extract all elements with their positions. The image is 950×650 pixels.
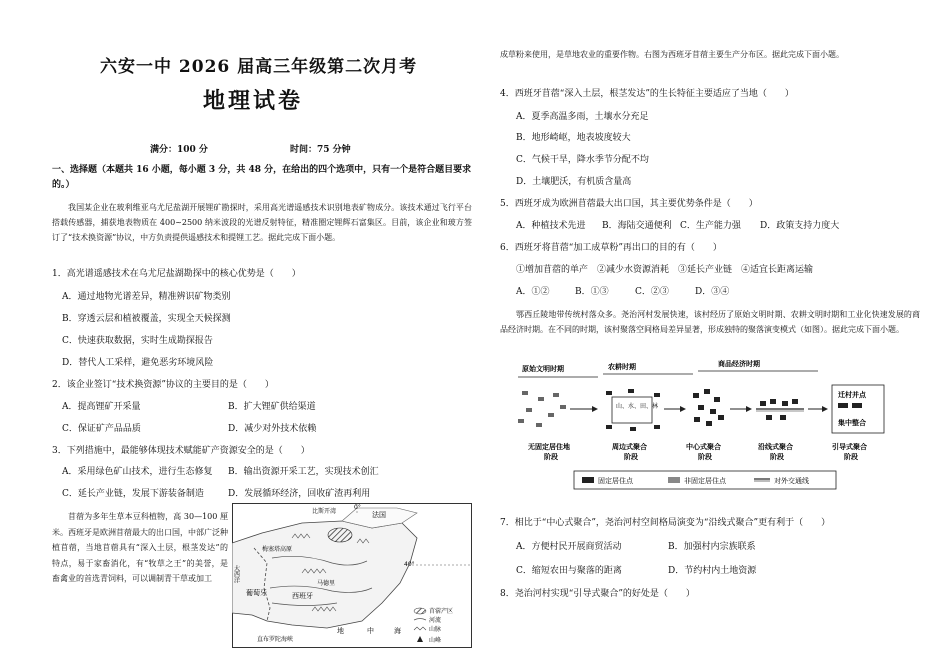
q1-stem: 1．高光谱遥感技术在乌尤尼盐湖勘探中的核心优势是（ ） bbox=[52, 269, 301, 279]
map-label-lat: 40° bbox=[404, 561, 415, 568]
q4-stem: 4．西班牙苜蓿“深入土层，根茎发达”的生长特征主要适应了当地（ ） bbox=[500, 89, 794, 99]
legend-mountain: 山脉 bbox=[429, 626, 442, 633]
q7-option-d: D．节约村内土地资源 bbox=[668, 566, 757, 576]
q3-option-c: C．延长产业链，发展下游装备制造 bbox=[62, 489, 204, 499]
q7-option-a: A．方便村民开展商贸活动 bbox=[516, 542, 622, 552]
q3-option-a: A．采用绿色矿山技术，进行生态修复 bbox=[62, 467, 213, 477]
q2-option-a: A．提高锂矿开采量 bbox=[62, 402, 141, 412]
final-box-line-1: 迁村并点 bbox=[838, 391, 866, 399]
q7-option-c: C．缩短农田与聚落的距离 bbox=[516, 566, 622, 576]
center-text: 山、水、田、林 bbox=[616, 403, 659, 410]
stage-3-icon bbox=[693, 389, 724, 426]
map-label-bay: 比斯开湾 bbox=[312, 508, 337, 515]
q1-option-b: B．穿透云层和植被覆盖，实现全天候探测 bbox=[62, 314, 231, 324]
map-label-plateau: 梅塞塔高原 bbox=[262, 546, 293, 553]
stage-1-suffix: 阶段 bbox=[544, 453, 558, 461]
q5-option-a: A．种植技术先进 bbox=[516, 221, 586, 231]
settlement-evolution-diagram bbox=[508, 353, 908, 495]
passage-3: 鄂西丘陵地带传统村落众多。尧治河村发展快速，该村经历了原始文明时期、农耕文明时期和工业化快速发展的商品经济时期。在不同的时期，该村聚落空间格局差异显著，形成独特的聚落演变模式（如图）。据此完成下面小题。 bbox=[500, 310, 920, 334]
spain-alfalfa-map bbox=[232, 503, 472, 648]
period-commodity: 商品经济时期 bbox=[718, 360, 760, 368]
stage-1-label: 无固定居住地 bbox=[528, 443, 570, 451]
q6-items: ①增加苜蓿的单产 ②减少水资源消耗 ③延长产业链 ④适宜长距离运输 bbox=[516, 265, 814, 275]
stage-5-suffix: 阶段 bbox=[844, 453, 858, 461]
q2-option-b: B．扩大锂矿供给渠道 bbox=[228, 402, 316, 412]
map-label-portugal: 葡萄牙 bbox=[246, 589, 267, 597]
alfalfa-region bbox=[328, 528, 352, 542]
legend-nonfixed: 非固定居住点 bbox=[684, 477, 726, 485]
q6-option-d: D．③④ bbox=[695, 287, 730, 297]
q2-stem: 2．该企业签订“技术换资源”协议的主要目的是（ ） bbox=[52, 380, 274, 390]
stage-3-label: 中心式聚合 bbox=[686, 443, 721, 451]
exam-title: 六安一中 2026 届高三年级第二次月考 bbox=[100, 57, 418, 77]
stage-2-label: 周边式聚合 bbox=[612, 443, 647, 451]
q3-option-b: B．输出资源开采工艺，实现技术创汇 bbox=[228, 467, 379, 477]
q6-stem: 6．西班牙将苜蓿“加工成草粉”再出口的目的有（ ） bbox=[500, 243, 722, 253]
stage-4-icon bbox=[756, 399, 804, 420]
q6-option-c: C．②③ bbox=[635, 287, 669, 297]
q1-option-a: A．通过地物光谱差异，精准辨识矿物类别 bbox=[62, 292, 231, 302]
q4-option-b: B．地形崎岖，地表坡度较大 bbox=[516, 133, 631, 143]
map-label-med-3: 海 bbox=[394, 627, 401, 635]
map-label-france: 法国 bbox=[372, 511, 386, 519]
map-label-strait: 直布罗陀海峡 bbox=[257, 636, 294, 643]
q1-option-c: C．快速获取数据，实时生成勘探报告 bbox=[62, 336, 213, 346]
period-primitive: 原始文明时期 bbox=[522, 365, 564, 373]
q4-option-a: A．夏季高温多雨，土壤水分充足 bbox=[516, 112, 649, 122]
q5-option-d: D．政策支持力度大 bbox=[760, 221, 840, 231]
full-score: 满分：100 分 bbox=[150, 145, 208, 155]
stage-3-suffix: 阶段 bbox=[698, 453, 712, 461]
q3-option-d: D．发展循环经济，回收矿渣再利用 bbox=[228, 489, 371, 499]
q8-stem: 8．尧治河村实现“引导式聚合”的好处是（ ） bbox=[500, 589, 695, 599]
map-label-spain: 西班牙 bbox=[292, 592, 313, 600]
stage-5-icon bbox=[832, 385, 884, 433]
legend-road: 对外交通线 bbox=[774, 477, 809, 485]
stage-4-suffix: 阶段 bbox=[770, 453, 784, 461]
map-label-med-1: 地 bbox=[337, 627, 344, 635]
q4-option-d: D．土壤肥沃，有机质含量高 bbox=[516, 177, 632, 187]
q5-option-b: B．海陆交通便利 bbox=[602, 221, 672, 231]
q6-option-a: A．①② bbox=[516, 287, 550, 297]
map-label-med-2: 中 bbox=[367, 627, 374, 635]
stage-4-label: 沿线式聚合 bbox=[758, 443, 793, 451]
legend-river: 河流 bbox=[429, 617, 442, 624]
passage-2: 苜蓿为多年生草本豆科植物，高 30—100 厘米。西班牙是欧洲苜蓿最大的出口国，中部广泛种植苜蓿，当地苜蓿具有“深入土层，根茎发达”的特点，易于家畜消化，有“牧草之王”的美誉，是畜禽业的首选青饲料，可以调制青干草或加工 bbox=[52, 512, 228, 583]
subject-title: 地理试卷 bbox=[203, 88, 304, 114]
passage-2-continued: 成草粉来使用，是草地农业的重要作物。右图为西班牙苜蓿主要生产分布区。据此完成下面小题。 bbox=[500, 50, 844, 59]
map-label-madrid: 马德里 bbox=[317, 580, 336, 587]
q6-option-b: B．①③ bbox=[575, 287, 609, 297]
q1-option-d: D．替代人工采样，避免恶劣环境风险 bbox=[62, 358, 214, 368]
period-farming: 农耕时期 bbox=[608, 363, 636, 371]
section-heading: 一、选择题（本题共 16 小题，每小题 3 分，共 48 分，在给出的四个选项中，只有一个是符合题目要求的。） bbox=[52, 165, 472, 190]
legend-peak: 山峰 bbox=[429, 637, 442, 644]
map-label-atlantic: 大西洋 bbox=[232, 565, 240, 583]
q5-stem: 5．西班牙成为欧洲苜蓿最大出口国，其主要优势条件是（ ） bbox=[500, 199, 758, 209]
stage-5-label: 引导式聚合 bbox=[832, 443, 867, 451]
legend-alfalfa: 苜蓿产区 bbox=[429, 608, 454, 615]
map-label-lon: 0° bbox=[354, 504, 361, 511]
final-box-line-2: 集中整合 bbox=[838, 419, 866, 427]
stage-2-suffix: 阶段 bbox=[624, 453, 638, 461]
stage-1-icon bbox=[518, 391, 566, 427]
stage-2-icon bbox=[606, 389, 660, 431]
time-limit: 时间：75 分钟 bbox=[290, 145, 351, 155]
q2-option-d: D．减少对外技术依赖 bbox=[228, 424, 317, 434]
diagram-legend bbox=[574, 471, 836, 489]
q7-stem: 7．相比于“中心式聚合”，尧治河村空间格局演变为“沿线式聚合”更有利于（ ） bbox=[500, 518, 831, 528]
q3-stem: 3．下列措施中，最能够体现技术赋能矿产资源安全的是（ ） bbox=[52, 446, 310, 456]
q4-option-c: C．气候干旱，降水季节分配不均 bbox=[516, 155, 649, 165]
q2-option-c: C．保证矿产品品质 bbox=[62, 424, 141, 434]
q7-option-b: B．加强村内宗族联系 bbox=[668, 542, 756, 552]
q5-option-c: C．生产能力强 bbox=[680, 221, 741, 231]
legend-fixed: 固定居住点 bbox=[598, 477, 633, 485]
passage-1: 我国某企业在玻利维亚乌尤尼盐湖开展锂矿勘探时，采用高光谱遥感技术识别地表矿物成分。该技术通过飞行平台搭载传感器，捕获地表物质在 400~2500 纳米波段的光谱反射特征，精准圈定锂辉石富集区。目前，该企业和玻方签订了“技术换资源”协议，中方负责提供遥感技术和提锂工艺。据此完成下面小题。 bbox=[52, 203, 472, 242]
